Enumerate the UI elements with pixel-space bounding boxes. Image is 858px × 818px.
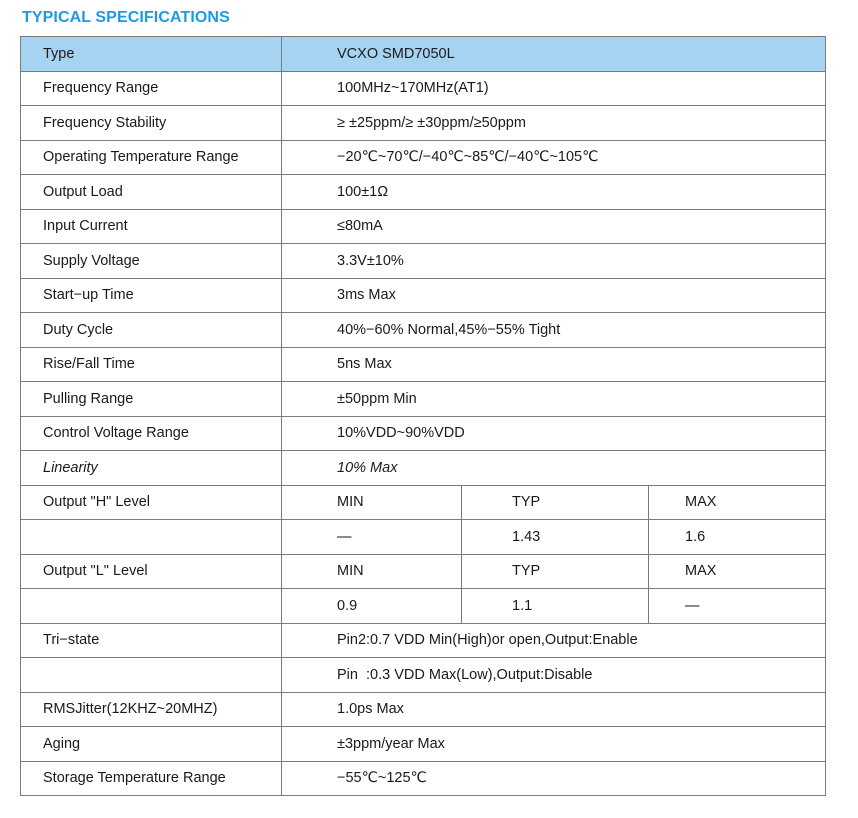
table-row	[21, 451, 826, 486]
row-label: Control Voltage Range	[21, 416, 282, 451]
output-l-value-max: —	[649, 589, 826, 624]
row-value: 10%VDD~90%VDD	[282, 416, 826, 451]
row-label: Aging	[21, 727, 282, 762]
output-l-header-max: MAX	[649, 554, 826, 589]
row-value: 5ns Max	[282, 347, 826, 382]
row-value: ±3ppm/year Max	[282, 727, 826, 762]
row-value: 1.0ps Max	[282, 692, 826, 727]
table-row	[21, 554, 826, 589]
row-label: Type	[21, 37, 282, 72]
table-row	[21, 71, 826, 106]
table-row	[21, 658, 826, 693]
row-label: Output Load	[21, 175, 282, 210]
table-row	[21, 589, 826, 624]
row-label: Rise/Fall Time	[21, 347, 282, 382]
row-value: ±50ppm Min	[282, 382, 826, 417]
row-label: Frequency Range	[21, 71, 282, 106]
row-label: Supply Voltage	[21, 244, 282, 279]
spec-table	[20, 36, 826, 796]
tristate-line-1: Pin2:0.7 VDD Min(High)or open,Output:Enable	[282, 623, 826, 658]
table-row	[21, 37, 826, 72]
row-label: Operating Temperature Range	[21, 140, 282, 175]
table-row	[21, 485, 826, 520]
page-title: TYPICAL SPECIFICATIONS	[22, 9, 230, 26]
row-value: 3ms Max	[282, 278, 826, 313]
output-l-value-typ: 1.1	[462, 589, 649, 624]
table-row	[21, 175, 826, 210]
output-h-header-min: MIN	[282, 485, 462, 520]
output-h-value-typ: 1.43	[462, 520, 649, 555]
table-row	[21, 727, 826, 762]
row-value: 10% Max	[282, 451, 826, 486]
table-row	[21, 106, 826, 141]
row-value: ≤80mA	[282, 209, 826, 244]
row-label: Duty Cycle	[21, 313, 282, 348]
table-row	[21, 209, 826, 244]
table-row	[21, 520, 826, 555]
row-value: ≥ ±25ppm/≥ ±30ppm/≥50ppm	[282, 106, 826, 141]
empty-cell	[21, 658, 282, 693]
row-label: Storage Temperature Range	[21, 761, 282, 796]
table-row	[21, 347, 826, 382]
tristate-label: Tri−state	[21, 623, 282, 658]
table-row	[21, 244, 826, 279]
row-value: 100MHz~170MHz(AT1)	[282, 71, 826, 106]
row-value: −55℃~125℃	[282, 761, 826, 796]
row-value: 100±1Ω	[282, 175, 826, 210]
table-row	[21, 761, 826, 796]
output-h-value-max: 1.6	[649, 520, 826, 555]
output-h-header-max: MAX	[649, 485, 826, 520]
table-row	[21, 313, 826, 348]
empty-cell	[21, 520, 282, 555]
table-row	[21, 278, 826, 313]
tristate-line-2: Pin :0.3 VDD Max(Low),Output:Disable	[282, 658, 826, 693]
output-h-value-min: —	[282, 520, 462, 555]
row-label: Linearity	[21, 451, 282, 486]
table-row	[21, 416, 826, 451]
row-label: Start−up Time	[21, 278, 282, 313]
row-value: 40%−60% Normal,45%−55% Tight	[282, 313, 826, 348]
output-l-value-min: 0.9	[282, 589, 462, 624]
row-value: VCXO SMD7050L	[282, 37, 826, 72]
table-row	[21, 692, 826, 727]
table-row	[21, 140, 826, 175]
row-label: RMSJitter(12KHZ~20MHZ)	[21, 692, 282, 727]
row-label: Input Current	[21, 209, 282, 244]
row-label: Frequency Stability	[21, 106, 282, 141]
row-label: Pulling Range	[21, 382, 282, 417]
table-row	[21, 382, 826, 417]
table-row	[21, 623, 826, 658]
row-value: 3.3V±10%	[282, 244, 826, 279]
output-l-header-typ: TYP	[462, 554, 649, 589]
output-l-label: Output "L" Level	[21, 554, 282, 589]
row-value: −20℃~70℃/−40℃~85℃/−40℃~105℃	[282, 140, 826, 175]
output-l-header-min: MIN	[282, 554, 462, 589]
output-h-header-typ: TYP	[462, 485, 649, 520]
empty-cell	[21, 589, 282, 624]
output-h-label: Output "H" Level	[21, 485, 282, 520]
